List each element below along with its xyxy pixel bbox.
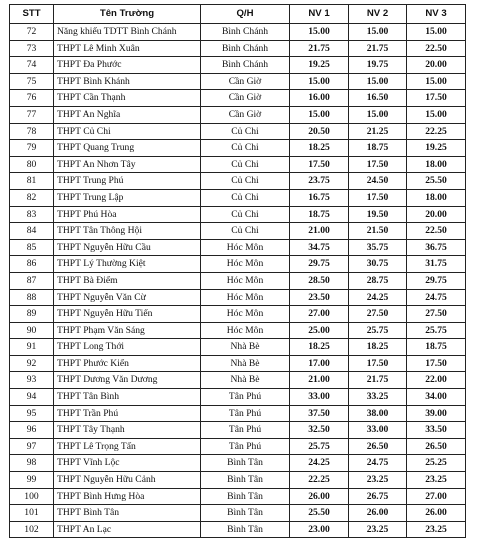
row-stt-cell: 95 <box>10 405 54 422</box>
row-stt-cell: 75 <box>10 73 54 90</box>
row-nv2-cell: 30.75 <box>349 256 407 273</box>
table-row <box>10 256 466 273</box>
row-nv3-cell: 22.00 <box>407 372 466 389</box>
row-district-cell: Nhà Bè <box>201 355 290 372</box>
row-nv3-cell: 22.50 <box>407 40 466 57</box>
row-district-cell: Hóc Môn <box>201 272 290 289</box>
row-nv2-cell: 16.50 <box>349 90 407 107</box>
row-school-name-cell: THPT Bình Khánh <box>54 73 201 90</box>
header-row <box>10 5 466 24</box>
row-nv3-cell: 17.50 <box>407 355 466 372</box>
row-nv3-cell: 17.50 <box>407 90 466 107</box>
row-district-cell: Bình Chánh <box>201 40 290 57</box>
header-nv2: NV 2 <box>349 5 407 24</box>
row-nv2-cell: 21.75 <box>349 372 407 389</box>
row-stt-cell: 102 <box>10 521 54 538</box>
row-school-name-cell: THPT Trung Phú <box>54 173 201 190</box>
row-district-cell: Nhà Bè <box>201 372 290 389</box>
row-nv3-cell: 19.25 <box>407 140 466 157</box>
row-district-cell: Hóc Môn <box>201 256 290 273</box>
table-row <box>10 123 466 140</box>
row-district-cell: Tân Phú <box>201 422 290 439</box>
row-school-name-cell: THPT Tây Thạnh <box>54 422 201 439</box>
score-table-container <box>9 4 465 538</box>
row-nv1-cell: 32.50 <box>290 422 349 439</box>
row-nv2-cell: 15.00 <box>349 106 407 123</box>
table-row <box>10 405 466 422</box>
admission-score-table <box>9 4 466 538</box>
table-row <box>10 40 466 57</box>
row-school-name-cell: THPT Phú Hòa <box>54 206 201 223</box>
row-district-cell: Bình Tân <box>201 455 290 472</box>
table-row <box>10 272 466 289</box>
row-stt-cell: 93 <box>10 372 54 389</box>
row-stt-cell: 78 <box>10 123 54 140</box>
row-school-name-cell: THPT Nguyễn Văn Cừ <box>54 289 201 306</box>
row-nv2-cell: 23.25 <box>349 521 407 538</box>
row-stt-cell: 81 <box>10 173 54 190</box>
row-school-name-cell: THPT Nguyễn Hữu Cảnh <box>54 472 201 489</box>
row-nv3-cell: 25.25 <box>407 455 466 472</box>
row-nv1-cell: 15.00 <box>290 73 349 90</box>
row-stt-cell: 97 <box>10 438 54 455</box>
row-stt-cell: 85 <box>10 239 54 256</box>
row-nv3-cell: 23.25 <box>407 521 466 538</box>
row-nv3-cell: 22.25 <box>407 123 466 140</box>
row-nv2-cell: 27.50 <box>349 306 407 323</box>
row-district-cell: Củ Chi <box>201 173 290 190</box>
row-nv1-cell: 25.50 <box>290 505 349 522</box>
row-stt-cell: 80 <box>10 156 54 173</box>
row-nv1-cell: 23.75 <box>290 173 349 190</box>
row-school-name-cell: THPT Nguyễn Hữu Cầu <box>54 239 201 256</box>
row-district-cell: Hóc Môn <box>201 322 290 339</box>
row-school-name-cell: THPT Bà Điểm <box>54 272 201 289</box>
row-stt-cell: 79 <box>10 140 54 157</box>
row-nv3-cell: 20.00 <box>407 57 466 74</box>
table-row <box>10 355 466 372</box>
row-stt-cell: 96 <box>10 422 54 439</box>
row-nv3-cell: 39.00 <box>407 405 466 422</box>
table-row <box>10 505 466 522</box>
row-nv2-cell: 38.00 <box>349 405 407 422</box>
table-row <box>10 422 466 439</box>
row-school-name-cell: THPT Lý Thường Kiệt <box>54 256 201 273</box>
row-district-cell: Tân Phú <box>201 389 290 406</box>
row-nv3-cell: 36.75 <box>407 239 466 256</box>
row-stt-cell: 86 <box>10 256 54 273</box>
table-row <box>10 106 466 123</box>
row-district-cell: Hóc Môn <box>201 289 290 306</box>
row-stt-cell: 98 <box>10 455 54 472</box>
table-row <box>10 140 466 157</box>
row-nv2-cell: 28.75 <box>349 272 407 289</box>
row-stt-cell: 84 <box>10 223 54 240</box>
row-nv1-cell: 21.00 <box>290 223 349 240</box>
table-body <box>10 24 466 538</box>
row-nv2-cell: 33.25 <box>349 389 407 406</box>
row-nv3-cell: 15.00 <box>407 106 466 123</box>
row-nv3-cell: 29.75 <box>407 272 466 289</box>
row-nv1-cell: 18.75 <box>290 206 349 223</box>
row-district-cell: Củ Chi <box>201 156 290 173</box>
row-nv1-cell: 33.00 <box>290 389 349 406</box>
table-header <box>10 5 466 24</box>
row-nv1-cell: 34.75 <box>290 239 349 256</box>
row-nv1-cell: 16.00 <box>290 90 349 107</box>
table-row <box>10 223 466 240</box>
table-row <box>10 389 466 406</box>
row-stt-cell: 77 <box>10 106 54 123</box>
row-school-name-cell: THPT Trần Phú <box>54 405 201 422</box>
row-nv2-cell: 26.00 <box>349 505 407 522</box>
row-nv1-cell: 37.50 <box>290 405 349 422</box>
row-school-name-cell: THPT Đa Phước <box>54 57 201 74</box>
row-nv1-cell: 27.00 <box>290 306 349 323</box>
row-school-name-cell: THPT An Nghĩa <box>54 106 201 123</box>
row-nv2-cell: 26.75 <box>349 488 407 505</box>
row-school-name-cell: THPT An Lạc <box>54 521 201 538</box>
table-row <box>10 488 466 505</box>
row-stt-cell: 100 <box>10 488 54 505</box>
row-nv2-cell: 15.00 <box>349 73 407 90</box>
row-nv2-cell: 24.75 <box>349 455 407 472</box>
row-district-cell: Bình Tân <box>201 472 290 489</box>
row-district-cell: Củ Chi <box>201 140 290 157</box>
row-stt-cell: 76 <box>10 90 54 107</box>
row-district-cell: Củ Chi <box>201 206 290 223</box>
row-school-name-cell: THPT An Nhơn Tây <box>54 156 201 173</box>
row-nv3-cell: 27.50 <box>407 306 466 323</box>
row-nv3-cell: 20.00 <box>407 206 466 223</box>
row-stt-cell: 72 <box>10 24 54 41</box>
row-stt-cell: 91 <box>10 339 54 356</box>
row-nv1-cell: 20.50 <box>290 123 349 140</box>
row-district-cell: Bình Tân <box>201 521 290 538</box>
table-row <box>10 521 466 538</box>
table-row <box>10 57 466 74</box>
row-school-name-cell: Năng khiếu TDTT Bình Chánh <box>54 24 201 41</box>
row-nv1-cell: 25.00 <box>290 322 349 339</box>
row-district-cell: Bình Tân <box>201 488 290 505</box>
row-school-name-cell: THPT Cần Thạnh <box>54 90 201 107</box>
header-nv1: NV 1 <box>290 5 349 24</box>
table-row <box>10 306 466 323</box>
row-nv2-cell: 21.50 <box>349 223 407 240</box>
table-row <box>10 438 466 455</box>
row-nv1-cell: 26.00 <box>290 488 349 505</box>
table-row <box>10 73 466 90</box>
row-nv1-cell: 23.50 <box>290 289 349 306</box>
row-district-cell: Củ Chi <box>201 123 290 140</box>
row-nv3-cell: 33.50 <box>407 422 466 439</box>
table-row <box>10 189 466 206</box>
row-nv3-cell: 31.75 <box>407 256 466 273</box>
row-nv3-cell: 18.00 <box>407 156 466 173</box>
row-school-name-cell: THPT Trung Lập <box>54 189 201 206</box>
row-nv2-cell: 18.75 <box>349 140 407 157</box>
row-nv2-cell: 25.75 <box>349 322 407 339</box>
row-school-name-cell: THPT Tân Bình <box>54 389 201 406</box>
row-stt-cell: 90 <box>10 322 54 339</box>
row-school-name-cell: THPT Dương Văn Dương <box>54 372 201 389</box>
row-nv1-cell: 21.00 <box>290 372 349 389</box>
table-row <box>10 239 466 256</box>
row-nv1-cell: 23.00 <box>290 521 349 538</box>
row-school-name-cell: THPT Phạm Văn Sáng <box>54 322 201 339</box>
row-nv1-cell: 15.00 <box>290 24 349 41</box>
header-district: Q/H <box>201 5 290 24</box>
row-stt-cell: 101 <box>10 505 54 522</box>
row-nv1-cell: 17.00 <box>290 355 349 372</box>
row-school-name-cell: THPT Lê Trọng Tấn <box>54 438 201 455</box>
table-row <box>10 372 466 389</box>
row-nv1-cell: 29.75 <box>290 256 349 273</box>
row-school-name-cell: THPT Bình Hưng Hòa <box>54 488 201 505</box>
row-nv2-cell: 35.75 <box>349 239 407 256</box>
header-school-name: Tên Trường <box>54 5 201 24</box>
row-nv1-cell: 18.25 <box>290 339 349 356</box>
row-stt-cell: 88 <box>10 289 54 306</box>
table-row <box>10 472 466 489</box>
row-nv1-cell: 19.25 <box>290 57 349 74</box>
row-nv1-cell: 24.25 <box>290 455 349 472</box>
table-row <box>10 90 466 107</box>
row-nv3-cell: 26.50 <box>407 438 466 455</box>
row-school-name-cell: THPT Nguyễn Hữu Tiến <box>54 306 201 323</box>
row-nv3-cell: 24.75 <box>407 289 466 306</box>
row-nv3-cell: 25.50 <box>407 173 466 190</box>
row-nv1-cell: 18.25 <box>290 140 349 157</box>
row-district-cell: Bình Chánh <box>201 57 290 74</box>
row-district-cell: Tân Phú <box>201 438 290 455</box>
row-district-cell: Cần Giờ <box>201 106 290 123</box>
row-stt-cell: 82 <box>10 189 54 206</box>
row-district-cell: Củ Chi <box>201 189 290 206</box>
row-nv2-cell: 24.25 <box>349 289 407 306</box>
row-school-name-cell: THPT Long Thới <box>54 339 201 356</box>
row-nv2-cell: 17.50 <box>349 355 407 372</box>
header-nv3: NV 3 <box>407 5 466 24</box>
row-nv3-cell: 23.25 <box>407 472 466 489</box>
table-row <box>10 322 466 339</box>
row-nv2-cell: 26.50 <box>349 438 407 455</box>
table-row <box>10 289 466 306</box>
row-stt-cell: 73 <box>10 40 54 57</box>
table-row <box>10 173 466 190</box>
row-stt-cell: 83 <box>10 206 54 223</box>
row-stt-cell: 94 <box>10 389 54 406</box>
table-row <box>10 24 466 41</box>
row-nv3-cell: 18.75 <box>407 339 466 356</box>
row-stt-cell: 74 <box>10 57 54 74</box>
row-nv3-cell: 26.00 <box>407 505 466 522</box>
row-district-cell: Nhà Bè <box>201 339 290 356</box>
row-nv1-cell: 15.00 <box>290 106 349 123</box>
row-nv1-cell: 21.75 <box>290 40 349 57</box>
table-row <box>10 339 466 356</box>
row-district-cell: Cần Giờ <box>201 73 290 90</box>
row-district-cell: Tân Phú <box>201 405 290 422</box>
row-nv1-cell: 22.25 <box>290 472 349 489</box>
table-row <box>10 455 466 472</box>
row-nv1-cell: 17.50 <box>290 156 349 173</box>
row-district-cell: Củ Chi <box>201 223 290 240</box>
row-school-name-cell: THPT Phước Kiển <box>54 355 201 372</box>
row-nv2-cell: 18.25 <box>349 339 407 356</box>
row-nv2-cell: 19.50 <box>349 206 407 223</box>
row-school-name-cell: THPT Củ Chi <box>54 123 201 140</box>
row-nv2-cell: 33.00 <box>349 422 407 439</box>
row-nv2-cell: 24.50 <box>349 173 407 190</box>
row-nv3-cell: 18.00 <box>407 189 466 206</box>
row-school-name-cell: THPT Quang Trung <box>54 140 201 157</box>
table-row <box>10 156 466 173</box>
row-district-cell: Bình Tân <box>201 505 290 522</box>
row-nv2-cell: 21.75 <box>349 40 407 57</box>
row-stt-cell: 87 <box>10 272 54 289</box>
row-school-name-cell: THPT Bình Tân <box>54 505 201 522</box>
row-nv3-cell: 15.00 <box>407 24 466 41</box>
row-district-cell: Hóc Môn <box>201 239 290 256</box>
row-district-cell: Hóc Môn <box>201 306 290 323</box>
row-stt-cell: 92 <box>10 355 54 372</box>
row-stt-cell: 99 <box>10 472 54 489</box>
row-nv1-cell: 16.75 <box>290 189 349 206</box>
row-nv2-cell: 17.50 <box>349 189 407 206</box>
header-stt: STT <box>10 5 54 24</box>
row-district-cell: Bình Chánh <box>201 24 290 41</box>
row-district-cell: Cần Giờ <box>201 90 290 107</box>
row-stt-cell: 89 <box>10 306 54 323</box>
row-nv3-cell: 15.00 <box>407 73 466 90</box>
row-nv2-cell: 15.00 <box>349 24 407 41</box>
row-nv3-cell: 27.00 <box>407 488 466 505</box>
row-school-name-cell: THPT Tân Thông Hội <box>54 223 201 240</box>
row-nv3-cell: 34.00 <box>407 389 466 406</box>
row-nv2-cell: 17.50 <box>349 156 407 173</box>
row-nv2-cell: 23.25 <box>349 472 407 489</box>
row-school-name-cell: THPT Vĩnh Lộc <box>54 455 201 472</box>
row-school-name-cell: THPT Lê Minh Xuân <box>54 40 201 57</box>
row-nv2-cell: 19.75 <box>349 57 407 74</box>
row-nv3-cell: 22.50 <box>407 223 466 240</box>
row-nv1-cell: 28.50 <box>290 272 349 289</box>
row-nv3-cell: 25.75 <box>407 322 466 339</box>
table-row <box>10 206 466 223</box>
row-nv2-cell: 21.25 <box>349 123 407 140</box>
row-nv1-cell: 25.75 <box>290 438 349 455</box>
